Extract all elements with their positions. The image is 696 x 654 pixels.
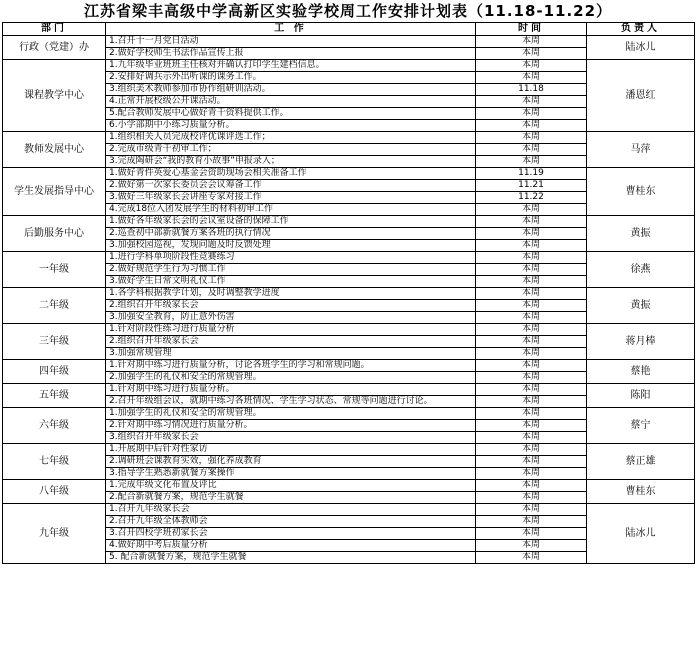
person-in-charge-cell: 曹桂东 bbox=[587, 480, 695, 504]
task-cell: 2.组织召开年级家长会 bbox=[106, 336, 476, 348]
person-in-charge-cell: 陆冰儿 bbox=[587, 36, 695, 60]
person-in-charge-cell: 陈阳 bbox=[587, 384, 695, 408]
task-cell: 2.做好第一次家长委员会会议筹备工作 bbox=[106, 180, 476, 192]
task-cell: 1.召开九年级家长会 bbox=[106, 504, 476, 516]
person-in-charge-cell: 马萍 bbox=[587, 132, 695, 168]
time-cell: 本周 bbox=[476, 228, 587, 240]
task-cell: 3.指导学生熟悉新就餐方案操作 bbox=[106, 468, 476, 480]
table-row bbox=[3, 60, 695, 72]
task-cell: 3.组织美术教师参加市协作组研训活动。 bbox=[106, 84, 476, 96]
time-cell: 本周 bbox=[476, 276, 587, 288]
time-cell: 本周 bbox=[476, 264, 587, 276]
time-cell: 本周 bbox=[476, 456, 587, 468]
task-cell: 6.小学部期中小练习质量分析。 bbox=[106, 120, 476, 132]
department-cell: 教师发展中心 bbox=[3, 132, 106, 168]
task-cell: 2.配合新就餐方案，规范学生就餐 bbox=[106, 492, 476, 504]
time-cell: 本周 bbox=[476, 348, 587, 360]
time-cell: 本周 bbox=[476, 480, 587, 492]
task-cell: 3.加强安全教育，防止意外伤害 bbox=[106, 312, 476, 324]
task-cell: 2.安排好调兵示外出听课的课务工作。 bbox=[106, 72, 476, 84]
table-row bbox=[3, 324, 695, 336]
table-row bbox=[3, 360, 695, 372]
time-cell: 本周 bbox=[476, 540, 587, 552]
schedule-body bbox=[3, 36, 695, 564]
person-in-charge-cell: 徐燕 bbox=[587, 252, 695, 288]
task-cell: 1.做好各年级家长会的会议室设备的保障工作 bbox=[106, 216, 476, 228]
time-cell: 11.18 bbox=[476, 84, 587, 96]
header-row bbox=[3, 23, 695, 36]
table-row bbox=[3, 132, 695, 144]
time-cell: 本周 bbox=[476, 468, 587, 480]
time-cell: 本周 bbox=[476, 336, 587, 348]
person-in-charge-cell: 黄振 bbox=[587, 216, 695, 252]
time-cell: 11.22 bbox=[476, 192, 587, 204]
task-cell: 1.针对阶段性练习进行质量分析 bbox=[106, 324, 476, 336]
department-cell: 五年级 bbox=[3, 384, 106, 408]
task-cell: 4.正常开展校级公开课活动。 bbox=[106, 96, 476, 108]
table-row bbox=[3, 36, 695, 48]
person-in-charge-cell: 蔡宁 bbox=[587, 408, 695, 444]
table-row bbox=[3, 408, 695, 420]
header-work: 工 作 bbox=[106, 23, 476, 36]
time-cell: 本周 bbox=[476, 156, 587, 168]
time-cell: 本周 bbox=[476, 492, 587, 504]
task-cell: 1.完成年级文化布置及评比 bbox=[106, 480, 476, 492]
department-cell: 学生发展指导中心 bbox=[3, 168, 106, 216]
task-cell: 1.做好青件英爱心基金会资助现场会相关准备工作 bbox=[106, 168, 476, 180]
task-cell: 2.组织召开年级家长会 bbox=[106, 300, 476, 312]
time-cell: 11.19 bbox=[476, 168, 587, 180]
time-cell: 本周 bbox=[476, 300, 587, 312]
task-cell: 1.针对期中练习进行质量分析。 bbox=[106, 384, 476, 396]
time-cell: 本周 bbox=[476, 252, 587, 264]
time-cell: 本周 bbox=[476, 132, 587, 144]
task-cell: 1.各学科根据教学计划，及时调整教学进度 bbox=[106, 288, 476, 300]
department-cell: 三年级 bbox=[3, 324, 106, 360]
department-cell: 四年级 bbox=[3, 360, 106, 384]
task-cell: 2.加强学生的礼仪和安全的常规管理。 bbox=[106, 372, 476, 384]
task-cell: 2.完成市级青干初审工作； bbox=[106, 144, 476, 156]
table-row bbox=[3, 480, 695, 492]
schedule-table bbox=[2, 22, 695, 564]
person-in-charge-cell: 潘恩红 bbox=[587, 60, 695, 132]
time-cell: 本周 bbox=[476, 384, 587, 396]
time-cell: 本周 bbox=[476, 48, 587, 60]
task-cell: 2.做好学校师生书法作品宣传上报 bbox=[106, 48, 476, 60]
task-cell: 5. 配合新就餐方案，规范学生就餐 bbox=[106, 552, 476, 564]
task-cell: 3.完成陶研会“我的教育小故事”申报录入； bbox=[106, 156, 476, 168]
time-cell: 本周 bbox=[476, 144, 587, 156]
department-cell: 七年级 bbox=[3, 444, 106, 480]
task-cell: 2.调研班会课教育实效，强化养成教育 bbox=[106, 456, 476, 468]
table-row bbox=[3, 288, 695, 300]
table-row bbox=[3, 252, 695, 264]
page-title: 江苏省梁丰高级中学高新区实验学校周工作安排计划表（11.18-11.22） bbox=[83, 2, 613, 20]
task-cell: 3.加强常规管理 bbox=[106, 348, 476, 360]
task-cell: 2.召开年级组会议，就期中练习各班情况、学生学习状态、常规等问题进行讨论。 bbox=[106, 396, 476, 408]
time-cell: 本周 bbox=[476, 324, 587, 336]
department-cell: 二年级 bbox=[3, 288, 106, 324]
time-cell: 本周 bbox=[476, 36, 587, 48]
table-row bbox=[3, 168, 695, 180]
time-cell: 本周 bbox=[476, 120, 587, 132]
task-cell: 1.针对期中练习进行质量分析，讨论各班学生的学习和常规问题。 bbox=[106, 360, 476, 372]
department-cell: 行政（党建）办 bbox=[3, 36, 106, 60]
person-in-charge-cell: 蔡艳 bbox=[587, 360, 695, 384]
table-row bbox=[3, 504, 695, 516]
time-cell: 本周 bbox=[476, 240, 587, 252]
task-cell: 1.组织相关人员完成校评优课评选工作； bbox=[106, 132, 476, 144]
task-cell: 1.九年级毕业班班主任核对并确认打印学生建档信息。 bbox=[106, 60, 476, 72]
task-cell: 3.召开四校学班初家长会 bbox=[106, 528, 476, 540]
task-cell: 3.加强校园巡视，发现问题及时反馈处理 bbox=[106, 240, 476, 252]
task-cell: 3.组织召开年级家长会 bbox=[106, 432, 476, 444]
time-cell: 本周 bbox=[476, 552, 587, 564]
time-cell: 本周 bbox=[476, 288, 587, 300]
task-cell: 1.召开十一月党日活动 bbox=[106, 36, 476, 48]
task-cell: 3.做好学生日常文明礼仪工作 bbox=[106, 276, 476, 288]
time-cell: 本周 bbox=[476, 396, 587, 408]
time-cell: 本周 bbox=[476, 312, 587, 324]
person-in-charge-cell: 陆冰儿 bbox=[587, 504, 695, 564]
time-cell: 本周 bbox=[476, 420, 587, 432]
table-row bbox=[3, 444, 695, 456]
department-cell: 一年级 bbox=[3, 252, 106, 288]
task-cell: 1.进行学科单项阶段性竞赛练习 bbox=[106, 252, 476, 264]
department-cell: 课程教学中心 bbox=[3, 60, 106, 132]
time-cell: 本周 bbox=[476, 408, 587, 420]
table-row bbox=[3, 384, 695, 396]
task-cell: 2.针对期中练习情况进行质量分析。 bbox=[106, 420, 476, 432]
time-cell: 本周 bbox=[476, 72, 587, 84]
task-cell: 2.巡查初中部新就餐方案各班的执行情况 bbox=[106, 228, 476, 240]
time-cell: 本周 bbox=[476, 372, 587, 384]
header-dept: 部门 bbox=[3, 23, 106, 36]
time-cell: 本周 bbox=[476, 204, 587, 216]
time-cell: 11.21 bbox=[476, 180, 587, 192]
person-in-charge-cell: 黄振 bbox=[587, 288, 695, 324]
department-cell: 九年级 bbox=[3, 504, 106, 564]
task-cell: 1.开展期中后针对性家访 bbox=[106, 444, 476, 456]
time-cell: 本周 bbox=[476, 444, 587, 456]
time-cell: 本周 bbox=[476, 504, 587, 516]
time-cell: 本周 bbox=[476, 360, 587, 372]
person-in-charge-cell: 蒋月棒 bbox=[587, 324, 695, 360]
time-cell: 本周 bbox=[476, 108, 587, 120]
time-cell: 本周 bbox=[476, 96, 587, 108]
task-cell: 3.做好三年级家长会讲座专家对接工作 bbox=[106, 192, 476, 204]
department-cell: 八年级 bbox=[3, 480, 106, 504]
task-cell: 4.完成18位入团发展学生的材料初审工作 bbox=[106, 204, 476, 216]
task-cell: 1.加强学生的礼仪和安全的常规管理。 bbox=[106, 408, 476, 420]
time-cell: 本周 bbox=[476, 528, 587, 540]
time-cell: 本周 bbox=[476, 216, 587, 228]
person-in-charge-cell: 曹桂东 bbox=[587, 168, 695, 216]
time-cell: 本周 bbox=[476, 60, 587, 72]
header-person: 负责人 bbox=[587, 23, 695, 36]
task-cell: 5.配合教师发展中心做好青干资料提供工作。 bbox=[106, 108, 476, 120]
time-cell: 本周 bbox=[476, 432, 587, 444]
department-cell: 后勤服务中心 bbox=[3, 216, 106, 252]
header-time: 时间 bbox=[476, 23, 587, 36]
task-cell: 2.召开九年级全体教师会 bbox=[106, 516, 476, 528]
person-in-charge-cell: 蔡正雄 bbox=[587, 444, 695, 480]
task-cell: 2.做好规范学生行为习惯工作 bbox=[106, 264, 476, 276]
time-cell: 本周 bbox=[476, 516, 587, 528]
task-cell: 4.做好期中考后质量分析 bbox=[106, 540, 476, 552]
department-cell: 六年级 bbox=[3, 408, 106, 444]
table-row bbox=[3, 216, 695, 228]
